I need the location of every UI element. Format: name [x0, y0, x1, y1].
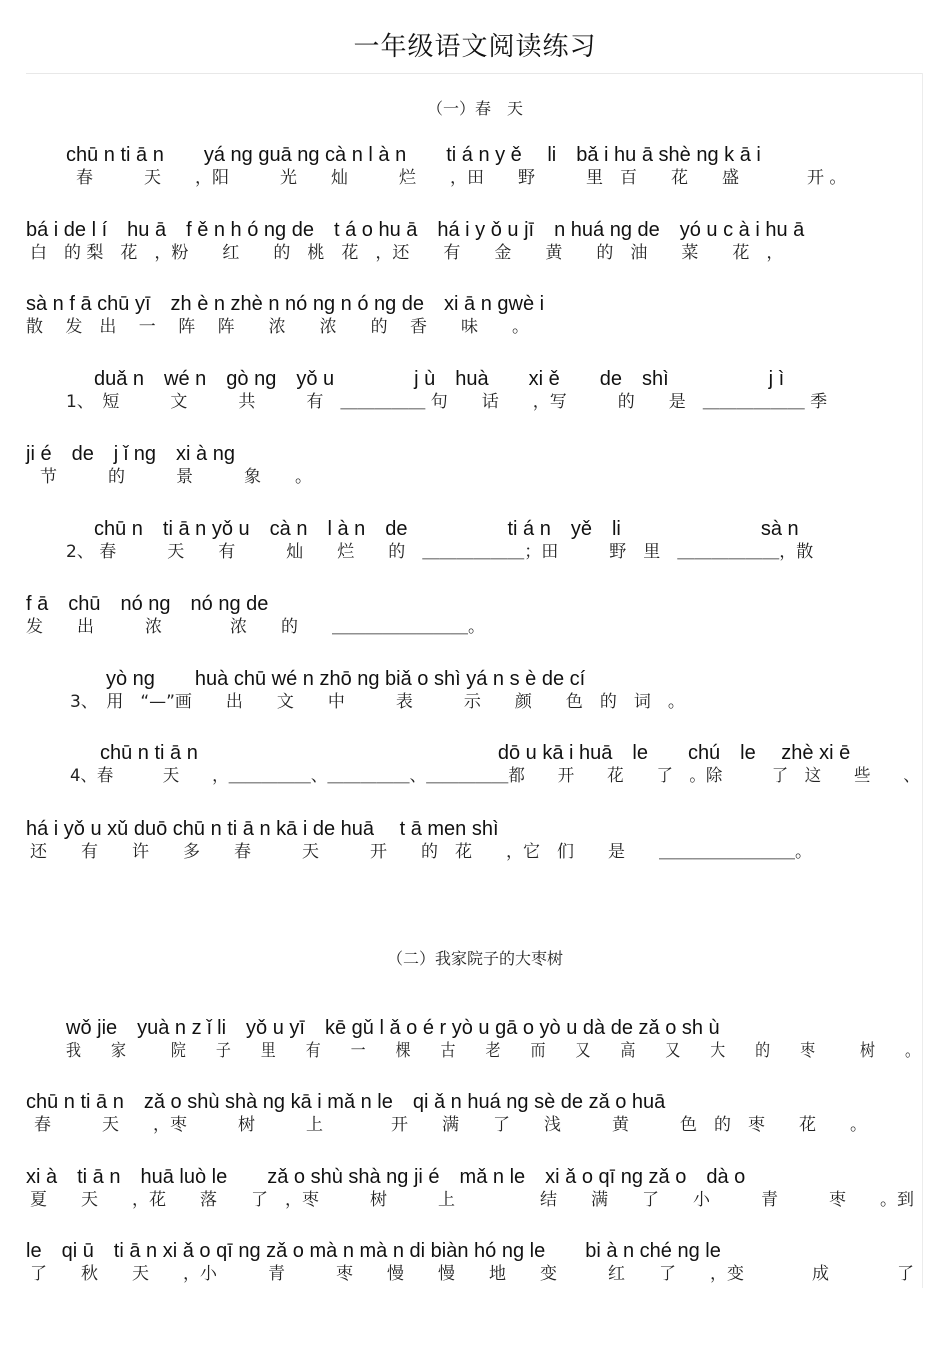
hanzi-row: 发 出 浓 浓 的 ＿＿＿＿＿＿＿＿。: [26, 617, 485, 637]
question-line: [0, 362, 950, 414]
hanzi-row: 了 秋 天 ，小 青 枣 慢 慢 地 变 红 了 ，变 成 了: [30, 1264, 914, 1284]
hanzi-row: 节 的 景 象 。: [40, 467, 312, 487]
text-line: [0, 213, 950, 265]
section-heading-spring: （一）春 天: [426, 99, 523, 118]
hanzi-row: 春 天 ，枣 树 上 开 满 了 浅 黄 色 的 枣 花 。: [34, 1115, 867, 1135]
question-line: [0, 736, 950, 788]
text-line: [0, 287, 950, 339]
pinyin-row: wǒ jie yuà n z ǐ li yǒ u yī kē gǔ l ǎ o é r yò u gā o yò u dà de zǎ o sh ù: [66, 1017, 720, 1039]
top-divider: [26, 73, 923, 74]
hanzi-row: 2、 春 天 有 灿 烂 的 ＿＿＿＿＿＿；田 野 里 ＿＿＿＿＿＿，散: [66, 542, 814, 562]
pinyin-row: ji é de j ǐ ng xi à ng: [26, 443, 235, 465]
pinyin-row: sà n f ā chū yī zh è n zhè n nó ng n ó ng de xi ā n gwè i: [26, 293, 545, 315]
section-heading-jujube-tree: （二）我家院子的大枣树: [386, 949, 563, 968]
hanzi-row: 3、 用 “—”画 出 文 中 表 示 颜 色 的 词 。: [70, 692, 685, 712]
pinyin-row: yò ng huà chū wé n zhō ng biǎ o shì yá n s è de cí: [106, 668, 586, 690]
pinyin-row: xi à ti ā n huā luò le zǎ o shù shà ng ji é mǎ n le xi ǎ o qī ng zǎ o dà o: [26, 1166, 746, 1188]
text-line: [0, 1011, 950, 1063]
page-title: 一年级语文阅读练习: [353, 32, 597, 62]
hanzi-row: 春 天 ，阳 光 灿 烂 ，田 野 里 百 花 盛 开 。: [76, 168, 847, 188]
hanzi-row: 1、 短 文 共 有 ＿＿＿＿＿ 句 话 ，写 的 是 ＿＿＿＿＿＿ 季: [66, 392, 828, 412]
question-line: [0, 587, 950, 639]
hanzi-row: 散 发 出 一 阵 阵 浓 浓 的 香 味 。: [26, 317, 530, 337]
pinyin-row: chū n ti ā n dō u kā i huā le chú le zhè xi ē: [100, 742, 851, 764]
text-line: [0, 1160, 950, 1212]
hanzi-row: 白 的 梨 花 ，粉 红 的 桃 花 ，还 有 金 黄 的 油 菜 花 ，: [30, 243, 784, 263]
text-line: [0, 1234, 950, 1286]
text-line: [0, 138, 950, 190]
pinyin-row: há i yǒ u xǔ duō chū n ti ā n kā i de huā t ā men shì: [26, 818, 499, 840]
pinyin-row: duǎ n wé n gò ng yǒ u j ù huà xi ě de shì j ì: [94, 368, 785, 390]
question-line: [0, 662, 950, 714]
pinyin-row: chū n ti ā n yá ng guā ng cà n l à n ti á n y ě li bǎ i hu ā shè ng k ā i: [66, 144, 761, 166]
hanzi-row: 夏 天 ，花 落 了 ，枣 树 上 结 满 了 小 青 枣 。到: [30, 1190, 914, 1210]
pinyin-row: chū n ti ā n zǎ o shù shà ng kā i mǎ n le qi ǎ n huá ng sè de zǎ o huā: [26, 1091, 666, 1113]
hanzi-row: 4、春 天 ，＿＿＿＿＿、＿＿＿＿＿、＿＿＿＿＿都 开 花 了 。除 了 这 些 、: [70, 766, 920, 786]
hanzi-row: 还 有 许 多 春 天 开 的 花 ，它 们 是 ＿＿＿＿＿＿＿＿。: [30, 842, 812, 862]
pinyin-row: le qi ū ti ā n xi ǎ o qī ng zǎ o mà n mà n di biàn hó ng le bi à n ché ng le: [26, 1240, 721, 1262]
question-line: [0, 437, 950, 489]
hanzi-row: 我 家 院 子 里 有 一 棵 古 老 而 又 高 又 大 的 枣 树 。: [66, 1041, 920, 1061]
question-line: [0, 812, 950, 864]
text-line: [0, 1085, 950, 1137]
question-line: [0, 512, 950, 564]
pinyin-row: bá i de l í hu ā f ě n h ó ng de t á o hu ā há i y ǒ u jī n huá ng de yó u c à i hu ā: [26, 219, 805, 241]
pinyin-row: f ā chū nó ng nó ng de: [26, 593, 269, 615]
pinyin-row: chū n ti ā n yǒ u cà n l à n de ti á n yě li sà n: [94, 518, 799, 540]
